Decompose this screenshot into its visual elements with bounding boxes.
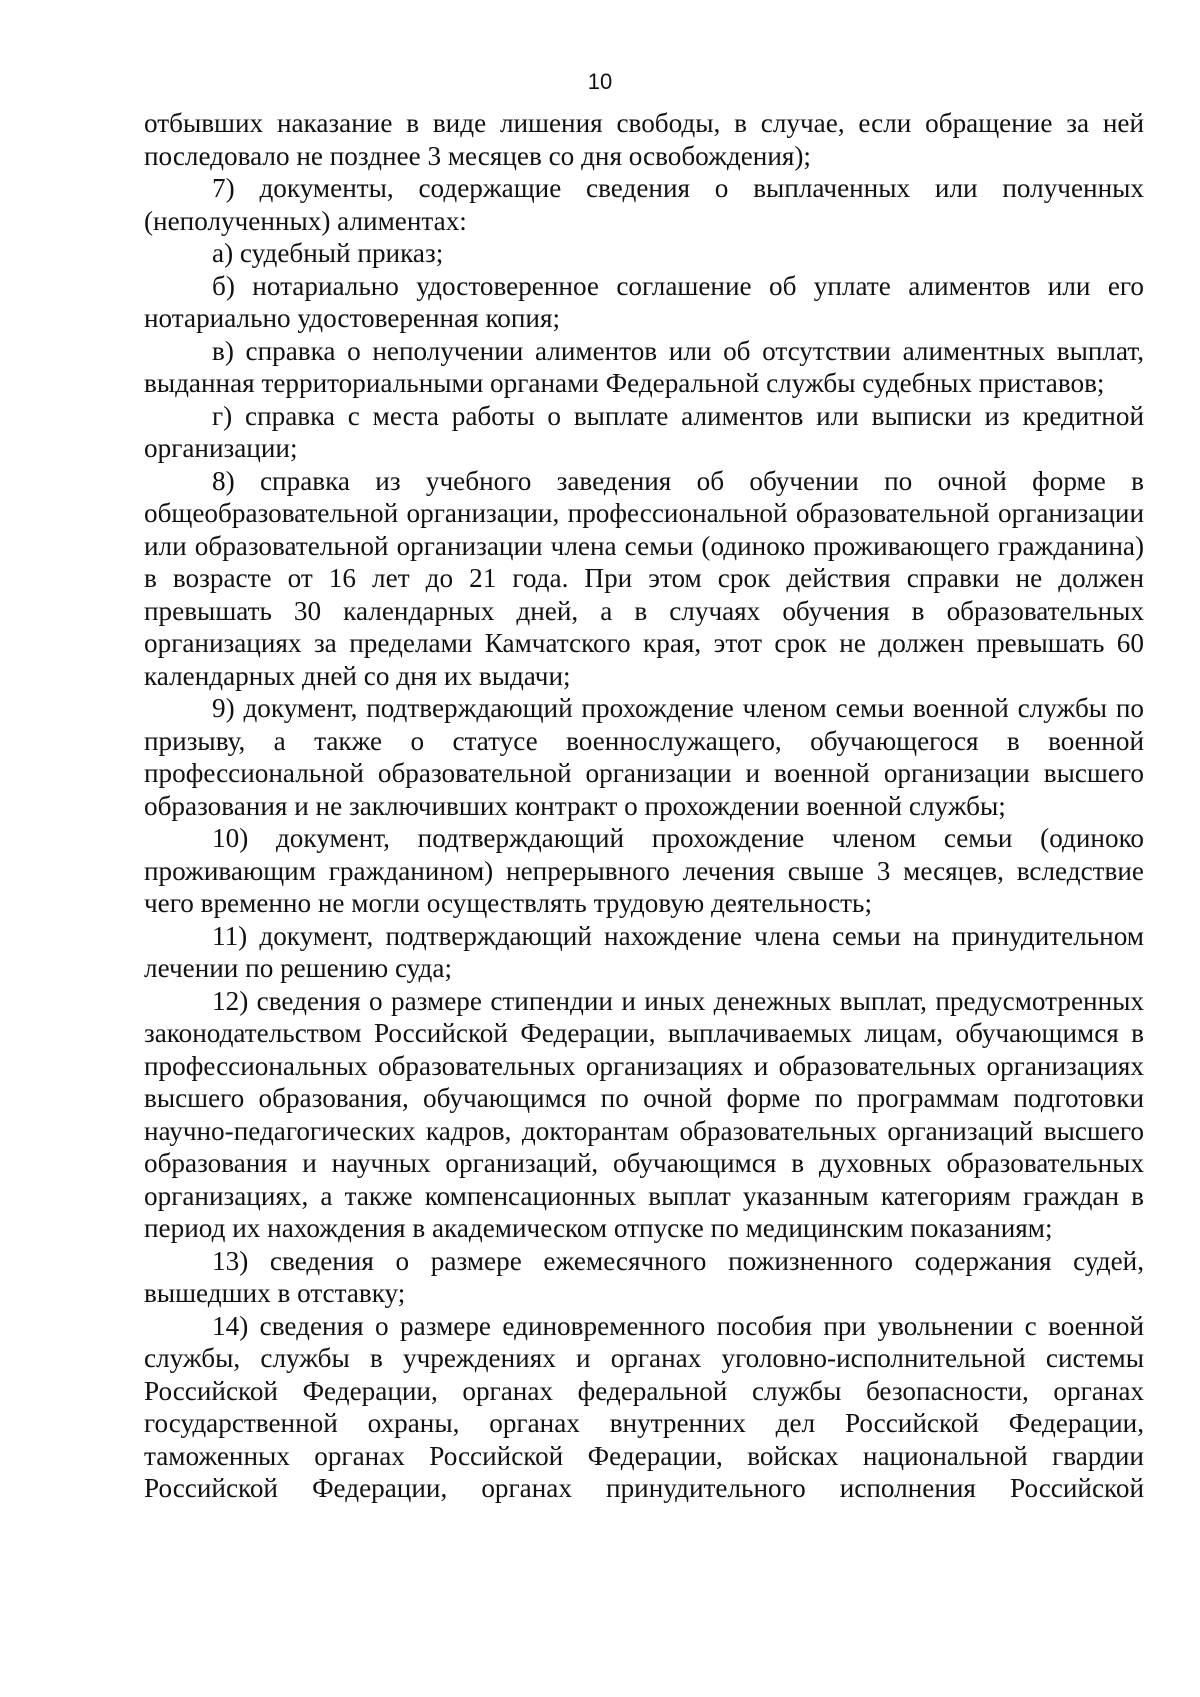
paragraph-item-13: 13) сведения о размере ежемесячного пожизненного содержания судей, вышедших в отставку;	[144, 1245, 1144, 1308]
page-number: 10	[587, 69, 613, 94]
paragraph-item-14: 14) сведения о размере единовременного пособия при увольнении с военной службы, службы в учреждениях и органах уголовно-исполнительной системы Российской Федерации, органах федеральной службы безопасности, органах государственной охраны, органах внутренних дел Российской Федерации, таможенных органах Российской Федерации, войсках национальной гвардии Российской Федерации, органах принудительного исполнения Российской	[144, 1310, 1144, 1503]
paragraph-item-7a: а) судебный приказ;	[212, 238, 444, 268]
paragraph-item-9: 9) документ, подтверждающий прохождение членом семьи военной службы по призыву, а также о статусе военнослужащего, обучающегося в военной профессиональной образовательной организации и военной организации высшего образования и не заключивших контракт о прохождении военной службы;	[144, 693, 1144, 821]
paragraph-item-12: 12) сведения о размере стипендии и иных денежных выплат, предусмотренных законодательством Российской Федерации, выплачиваемых лицам, обучающимся в профессиональных образовательных организациях и образовательных организациях высшего образования, обучающимся по очной форме по программам подготовки научно-педагогических кадров, докторантам образовательных организаций высшего образования и научных организаций, обучающимся в духовных образовательных организациях, а также компенсационных выплат указанным категориям граждан в период их нахождения в академическом отпуске по медицинским показаниям;	[144, 985, 1144, 1243]
paragraph-item-11: 11) документ, подтверждающий нахождение члена семьи на принудительном лечении по решению суда;	[144, 920, 1144, 983]
paragraph-continuation: отбывших наказание в виде лишения свободы, в случае, если обращение за ней последовало не позднее 3 месяцев со дня освобождения);	[144, 108, 1144, 171]
paragraph-item-7: 7) документы, содержащие сведения о выплаченных или полученных (неполученных) алиментах:	[144, 173, 1144, 236]
paragraph-item-10: 10) документ, подтверждающий прохождение членом семьи (одиноко проживающим гражданином) непрерывного лечения свыше 3 месяцев, вследствие чего временно не могли осуществлять трудовую деятельность;	[144, 823, 1144, 918]
document-body	[144, 107, 1144, 1505]
paragraph-item-7v: в) справка о неполучении алиментов или об отсутствии алиментных выплат, выданная территориальными органами Федеральной службы судебных приставов;	[144, 335, 1144, 398]
paragraph-item-7g: г) справка с места работы о выплате алиментов или выписки из кредитной организации;	[144, 400, 1144, 463]
paragraph-item-7b: б) нотариально удостоверенное соглашение об уплате алиментов или его нотариально удостоверенная копия;	[144, 270, 1144, 333]
paragraph-item-8: 8) справка из учебного заведения об обучении по очной форме в общеобразовательной организации, профессиональной образовательной организации или образовательной организации члена семьи (одиноко проживающего гражданина) в возрасте от 16 лет до 21 года. При этом срок действия справки не должен превышать 30 календарных дней, а в случаях обучения в образовательных организациях за пределами Камчатского края, этот срок не должен превышать 60 календарных дней со дня их выдачи;	[144, 465, 1144, 691]
